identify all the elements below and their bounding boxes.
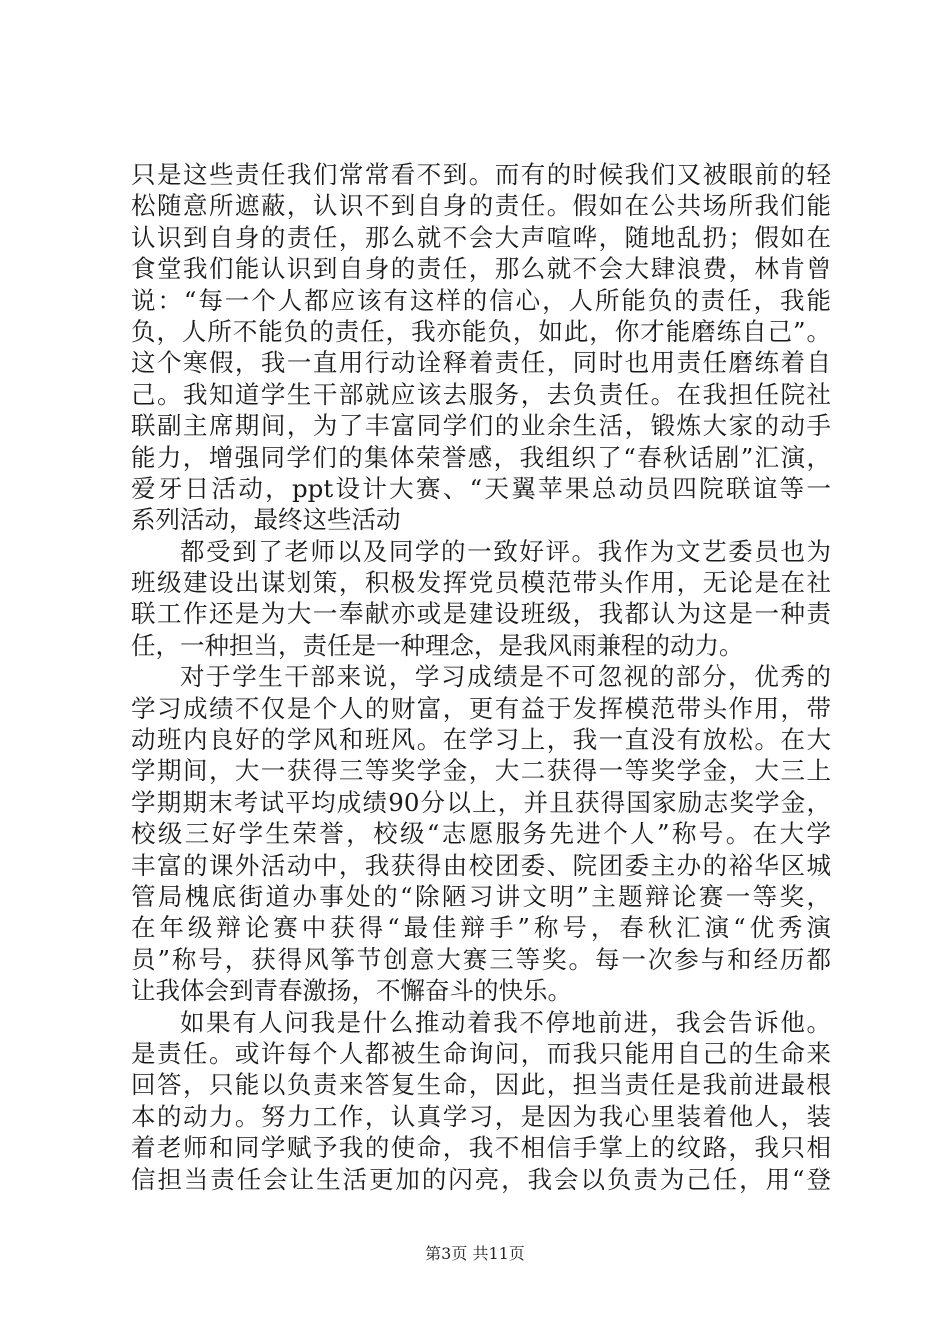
text-line: 班级建设出谋划策，积极发挥党员模范带头作用，无论是在社 bbox=[131, 568, 831, 598]
text-line: 松随意所遮蔽，认识不到自身的责任。假如在公共场所我们能 bbox=[131, 191, 831, 221]
text-line: 回答，只能以负责来答复生命，因此，担当责任是我前进最根 bbox=[131, 1070, 831, 1100]
text-line: 只是这些责任我们常常看不到。而有的时候我们又被眼前的轻 bbox=[131, 160, 831, 189]
text-line: 着老师和同学赋予我的使命，我不相信手掌上的纹路，我只相 bbox=[131, 1133, 831, 1163]
text-line: 管局槐底街道办事处的“除陋习讲文明”主题辩论赛一等奖， bbox=[131, 881, 831, 911]
text-line: 动班内良好的学风和班风。在学习上，我一直没有放松。在大 bbox=[131, 725, 831, 755]
text-line: 说：“每一个人都应该有这样的信心，人所能负的责任，我能 bbox=[131, 285, 831, 315]
text-line: 学习成绩不仅是个人的财富，更有益于发挥模范带头作用，带 bbox=[131, 693, 831, 723]
document-body bbox=[131, 159, 831, 1195]
text-line: 联副主席期间，为了丰富同学们的业余生活，锻炼大家的动手 bbox=[131, 411, 831, 441]
text-line: 丰富的课外活动中，我获得由校团委、院团委主办的裕华区城 bbox=[131, 850, 831, 880]
text-line: 系列活动，最终这些活动 bbox=[131, 505, 401, 535]
text-line: 让我体会到青春激扬，不懈奋斗的快乐。 bbox=[131, 976, 572, 1006]
text-line: 负，人所不能负的责任，我亦能负，如此，你才能磨练自己”。 bbox=[131, 316, 831, 346]
text-line: 都受到了老师以及同学的一致好评。我作为文艺委员也为 bbox=[180, 536, 831, 566]
text-line: 学期期末考试平均成绩90分以上，并且获得国家励志奖学金， bbox=[131, 787, 831, 817]
text-line: 校级三好学生荣誉，校级“志愿服务先进个人”称号。在大学 bbox=[131, 819, 831, 849]
text-line: 员”称号，获得风筝节创意大赛三等奖。每一次参与和经历都 bbox=[131, 944, 831, 974]
text-line: 任，一种担当，责任是一种理念，是我风雨兼程的动力。 bbox=[131, 630, 744, 660]
text-line: 如果有人问我是什么推动着我不停地前进，我会告诉他。 bbox=[180, 1007, 831, 1037]
text-line: 在年级辩论赛中获得“最佳辩手”称号，春秋汇演“优秀演 bbox=[131, 913, 831, 943]
text-line: 信担当责任会让生活更加的闪亮，我会以负责为己任，用“登 bbox=[131, 1164, 831, 1194]
text-line: 对于学生干部来说，学习成绩是不可忽视的部分，优秀的 bbox=[180, 662, 831, 692]
text-line: 本的动力。努力工作，认真学习，是因为我心里装着他人，装 bbox=[131, 1101, 831, 1131]
text-line: 认识到自身的责任，那么就不会大声喧哗，随地乱扔；假如在 bbox=[131, 222, 831, 252]
page-footer: 第3页 共11页 bbox=[425, 1244, 525, 1263]
text-line: 学期间，大一获得三等奖学金，大二获得一等奖学金，大三上 bbox=[131, 756, 831, 786]
text-line: 能力，增强同学们的集体荣誉感，我组织了“春秋话剧”汇演， bbox=[131, 442, 831, 472]
text-line: 联工作还是为大一奉献亦或是建设班级，我都认为这是一种责 bbox=[131, 599, 831, 629]
text-line: 己。我知道学生干部就应该去服务，去负责任。在我担任院社 bbox=[131, 379, 831, 409]
text-line: 这个寒假，我一直用行动诠释着责任，同时也用责任磨练着自 bbox=[131, 348, 831, 378]
text-line: 是责任。或许每个人都被生命询问，而我只能用自己的生命来 bbox=[131, 1038, 831, 1068]
text-line: 爱牙日活动，ppt设计大赛、“天翼苹果总动员四院联谊等一 bbox=[131, 473, 831, 503]
text-line: 食堂我们能认识到自身的责任，那么就不会大肆浪费，林肯曾 bbox=[131, 254, 831, 284]
